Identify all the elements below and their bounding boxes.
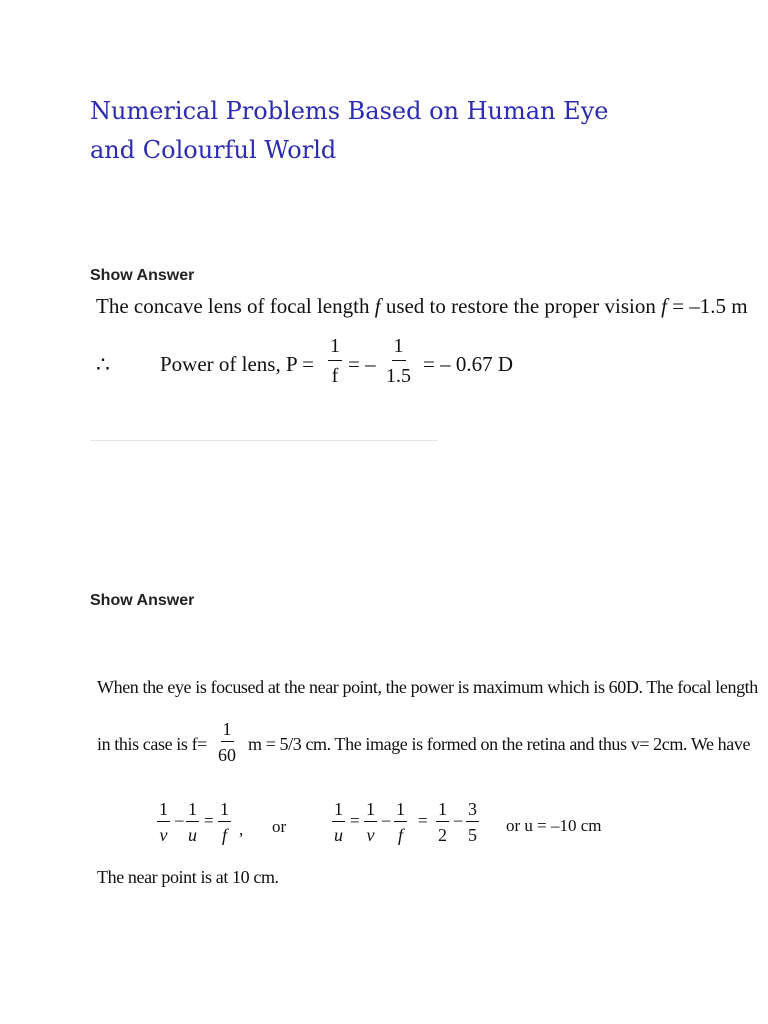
denominator: u: [188, 825, 197, 845]
numerator: 3: [466, 800, 479, 822]
denominator: f: [331, 365, 339, 387]
numerator: 1: [394, 800, 407, 822]
operator-equals: =: [204, 811, 214, 830]
denominator: 5: [468, 825, 477, 845]
answer-2-line-1: When the eye is focused at the near point, the power is maximum which is 60D. The focal length: [97, 677, 758, 697]
numerator: 1: [186, 800, 199, 822]
fraction-one-over-u: [332, 800, 345, 844]
fraction-one-over-u: [186, 800, 199, 844]
denominator: 60: [218, 745, 236, 765]
focal-length-symbol: f: [661, 294, 667, 318]
fraction-one-over-60: [218, 720, 236, 764]
answer-2-line-2-start: in this case is f=: [97, 734, 207, 754]
focal-length-symbol: f: [374, 294, 381, 318]
operator-minus: –: [382, 810, 391, 829]
numerator: 1: [436, 800, 449, 822]
answer-1-statement: [96, 294, 748, 319]
show-answer-button[interactable]: Show Answer: [90, 592, 195, 609]
numerator: 1: [364, 800, 377, 822]
numerator: 1: [332, 800, 345, 822]
numerator: 1: [392, 336, 406, 361]
numerator: 1: [218, 800, 231, 822]
denominator: u: [334, 825, 343, 845]
fraction-one-over-v: [157, 800, 170, 844]
numerator: 1: [157, 800, 170, 822]
therefore-symbol: ∴: [96, 352, 110, 377]
fraction-one-over-f: [394, 800, 407, 844]
denominator: f: [221, 825, 227, 845]
equals-minus: = –: [348, 352, 376, 376]
answer-2-conclusion: The near point is at 10 cm.: [97, 867, 279, 887]
or-text: or: [272, 817, 287, 836]
numerator: 1: [328, 336, 342, 361]
near-point-result: or u = –10 cm: [506, 816, 602, 835]
page-title: Numerical Problems Based on Human Eye and Colourful World: [90, 97, 609, 164]
statement-text-a: The concave lens of focal length: [96, 294, 375, 318]
fraction-one-over-two: [436, 800, 449, 844]
show-answer-button[interactable]: Show Answer: [90, 267, 195, 284]
operator-equals: =: [418, 811, 428, 830]
operator-minus: –: [454, 810, 463, 829]
numerator: 1: [221, 720, 234, 742]
power-result: = – 0.67 D: [423, 352, 514, 376]
comma: ,: [239, 820, 244, 839]
denominator: 2: [438, 825, 447, 845]
denominator: f: [397, 825, 403, 845]
fraction-one-over-v: [364, 800, 377, 844]
fraction-one-over-f: [218, 800, 231, 844]
power-label: Power of lens, P =: [160, 352, 314, 376]
operator-equals: =: [350, 811, 360, 830]
statement-value: = –1.5 m: [666, 294, 748, 318]
denominator: v: [366, 825, 375, 845]
fraction-one-over-f: [328, 336, 342, 386]
answer-2-line-2-end: m = 5/3 cm. The image is formed on the retina and thus v= 2cm. We have: [248, 734, 751, 754]
denominator: v: [159, 825, 168, 845]
operator-minus: –: [175, 810, 184, 829]
denominator: 1.5: [386, 365, 411, 387]
fraction-one-over-1-5: [386, 336, 411, 386]
fraction-three-over-five: [466, 800, 479, 844]
section-divider: [90, 440, 438, 441]
statement-text-b: used to restore the proper vision: [380, 294, 662, 318]
